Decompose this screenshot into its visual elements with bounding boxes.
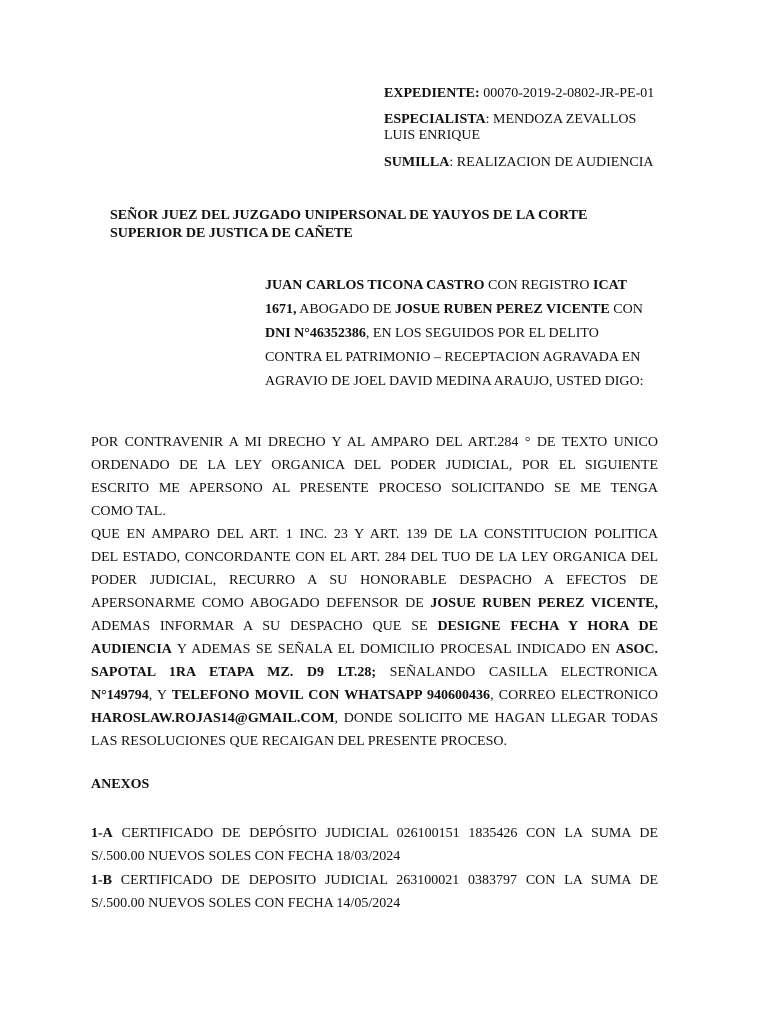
- paragraph-line: LAS RESOLUCIONES QUE RECAIGAN DEL PRESENTE PROCESO.: [91, 734, 508, 749]
- paragraph-line: PODER JUDICIAL, RECURRO A SU HONORABLE DESPACHO A EFECTOS DE: [91, 573, 658, 588]
- paragraph-line: SAPOTAL 1RA ETAPA MZ. D9 LT.28; SEÑALANDO CASILLA ELECTRONICA: [91, 665, 658, 680]
- paragraph-line: N°149794, Y TELEFONO MOVIL CON WHATSAPP 940600436, CORREO ELECTRONICO: [91, 688, 659, 703]
- paragraph-line: APERSONARME COMO ABOGADO DEFENSOR DE JOSUE RUBEN PEREZ VICENTE,: [91, 596, 658, 611]
- dni-number: DNI N°46352386: [265, 326, 366, 341]
- paragraph-line: ESCRITO ME APERSONO AL PRESENTE PROCESO SOLICITANDO SE ME TENGA: [91, 481, 658, 496]
- especialista-label: ESPECIALISTA: [384, 112, 486, 127]
- expediente-label: EXPEDIENTE:: [384, 86, 480, 101]
- addressee-line: SUPERIOR DE JUSTICA DE CAÑETE: [110, 226, 353, 241]
- paragraph-line: HAROSLAW.ROJAS14@GMAIL.COM, DONDE SOLICITO ME HAGAN LLEGAR TODAS: [91, 711, 658, 726]
- phone-number: TELEFONO MOVIL CON WHATSAPP 940600436: [171, 688, 491, 703]
- paragraph-line: QUE EN AMPARO DEL ART. 1 INC. 23 Y ART. 139 DE LA CONSTITUCION POLITICA: [91, 527, 658, 542]
- annex-line: S/.500.00 NUEVOS SOLES CON FECHA 18/03/2024: [91, 849, 401, 864]
- body-paragraph-1: [91, 431, 658, 523]
- annex-item: [91, 869, 658, 915]
- addressee: [110, 207, 670, 243]
- intro-line: AGRAVIO DE JOEL DAVID MEDINA ARAUJO, USTED DIGO:: [265, 374, 644, 389]
- annex-code: 1-B: [91, 873, 112, 888]
- anexos-heading: ANEXOS: [91, 777, 150, 792]
- sumilla-value: : REALIZACION DE AUDIENCIA: [449, 155, 654, 170]
- expediente-value: 00070-2019-2-0802-JR-PE-01: [479, 86, 655, 101]
- sumilla-line: [384, 155, 674, 171]
- client-name: JOSUE RUBEN PEREZ VICENTE: [394, 302, 610, 317]
- addressee-line: SEÑOR JUEZ DEL JUZGADO UNIPERSONAL DE YAUYOS DE LA CORTE: [110, 208, 588, 223]
- annex-item: [91, 822, 658, 868]
- paragraph-line: COMO TAL.: [91, 504, 166, 519]
- paragraph-line: AUDIENCIA Y ADEMAS SE SEÑALA EL DOMICILIO PROCESAL INDICADO EN ASOC.: [91, 642, 658, 657]
- intro-line: JUAN CARLOS TICONA CASTRO CON REGISTRO ICAT: [265, 278, 627, 293]
- especialista-value-cont: LUIS ENRIQUE: [384, 128, 481, 143]
- annex-line: 1-B CERTIFICADO DE DEPOSITO JUDICIAL 263100021 0383797 CON LA SUMA DE: [91, 873, 658, 888]
- address: SAPOTAL 1RA ETAPA MZ. D9 LT.28;: [91, 665, 377, 680]
- intro-line: 1671, ABOGADO DE JOSUE RUBEN PEREZ VICENTE CON: [265, 302, 643, 317]
- expediente-line: [384, 86, 674, 102]
- body-paragraph-2: [91, 523, 658, 753]
- sumilla-label: SUMILLA: [384, 155, 450, 170]
- lawyer-name: JUAN CARLOS TICONA CASTRO: [265, 278, 485, 293]
- paragraph-line: ADEMAS INFORMAR A SU DESPACHO QUE SE DESIGNE FECHA Y HORA DE: [91, 619, 658, 634]
- annex-line: S/.500.00 NUEVOS SOLES CON FECHA 14/05/2024: [91, 896, 401, 911]
- paragraph-line: ORDENADO DE LA LEY ORGANICA DEL PODER JUDICIAL, POR EL SIGUIENTE: [91, 458, 658, 473]
- especialista-line: [384, 112, 674, 144]
- email-address: HAROSLAW.ROJAS14@GMAIL.COM: [91, 711, 335, 726]
- annex-code: 1-A: [91, 826, 113, 841]
- paragraph-line: DEL ESTADO, CONCORDANTE CON EL ART. 284 DEL TUO DE LA LEY ORGANICA DEL: [91, 550, 658, 565]
- intro-line: CONTRA EL PATRIMONIO – RECEPTACION AGRAVADA EN: [265, 350, 641, 365]
- paragraph-line: POR CONTRAVENIR A MI DRECHO Y AL AMPARO DEL ART.284 ° DE TEXTO UNICO: [91, 435, 658, 450]
- intro-paragraph: [265, 274, 660, 394]
- intro-line: DNI N°46352386, EN LOS SEGUIDOS POR EL DELITO: [265, 326, 599, 341]
- annex-line: 1-A CERTIFICADO DE DEPÓSITO JUDICIAL 026100151 1835426 CON LA SUMA DE: [91, 826, 658, 841]
- especialista-value: : MENDOZA ZEVALLOS: [485, 112, 637, 127]
